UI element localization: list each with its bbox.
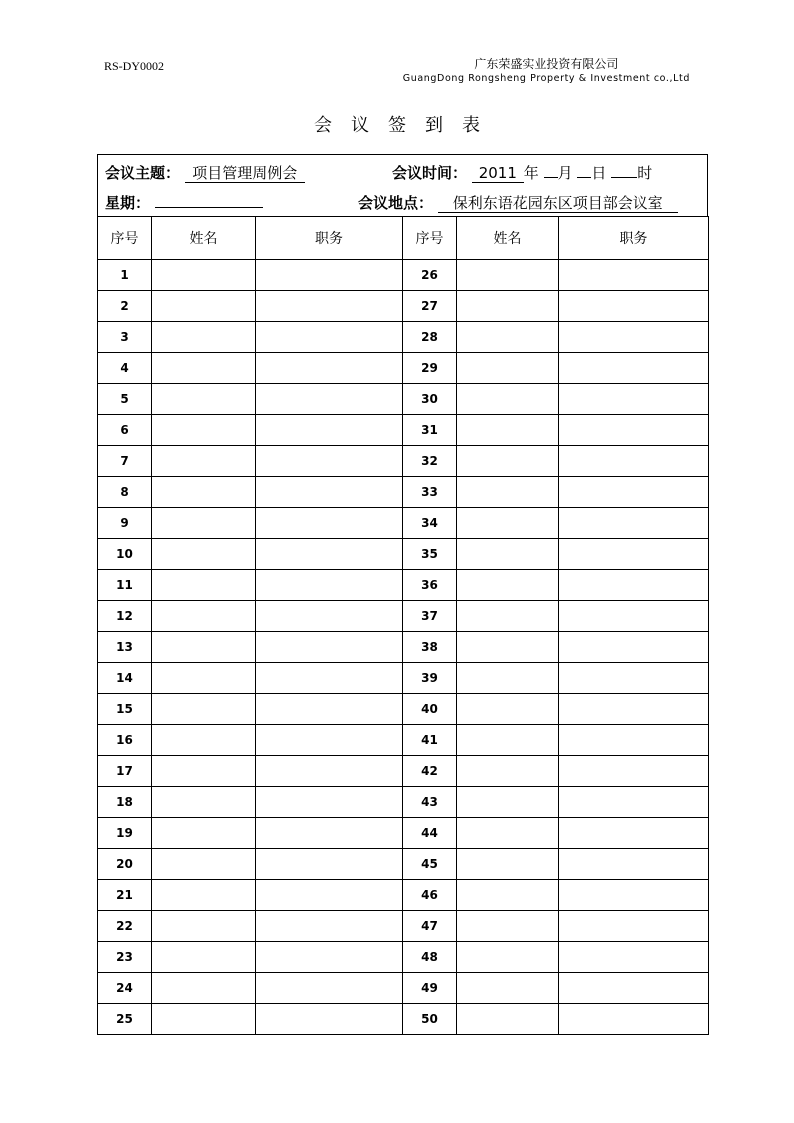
position-cell[interactable]	[256, 322, 403, 353]
position-cell[interactable]	[559, 570, 709, 601]
name-cell[interactable]	[152, 694, 256, 725]
table-row	[98, 942, 709, 973]
col-header-number: 序号	[98, 217, 152, 260]
row-number: 13	[98, 632, 152, 663]
table-row	[98, 477, 709, 508]
position-cell[interactable]	[256, 663, 403, 694]
name-cell[interactable]	[457, 725, 559, 756]
name-cell[interactable]	[457, 539, 559, 570]
position-cell[interactable]	[256, 880, 403, 911]
position-cell[interactable]	[559, 1004, 709, 1035]
row-number: 37	[403, 601, 457, 632]
table-row	[98, 601, 709, 632]
row-number: 24	[98, 973, 152, 1004]
position-cell[interactable]	[559, 725, 709, 756]
position-cell[interactable]	[559, 787, 709, 818]
table-row	[98, 539, 709, 570]
position-cell[interactable]	[559, 663, 709, 694]
name-cell[interactable]	[457, 942, 559, 973]
name-cell[interactable]	[152, 849, 256, 880]
day-field[interactable]	[577, 177, 591, 178]
document-code: RS-DY0002	[104, 59, 165, 73]
row-number: 22	[98, 911, 152, 942]
name-cell[interactable]	[152, 756, 256, 787]
row-number: 38	[403, 632, 457, 663]
position-cell[interactable]	[256, 787, 403, 818]
name-cell[interactable]	[457, 911, 559, 942]
weekday-label: 星期：	[105, 194, 151, 212]
name-cell[interactable]	[457, 818, 559, 849]
row-number: 14	[98, 663, 152, 694]
row-number: 10	[98, 539, 152, 570]
topic-field[interactable]: 项目管理周例会	[185, 165, 305, 183]
table-header-row	[98, 217, 709, 260]
name-cell[interactable]	[457, 477, 559, 508]
row-number: 6	[98, 415, 152, 446]
row-number: 33	[403, 477, 457, 508]
position-cell[interactable]	[559, 818, 709, 849]
name-cell[interactable]	[152, 601, 256, 632]
position-cell[interactable]	[559, 942, 709, 973]
row-number: 36	[403, 570, 457, 601]
name-cell[interactable]	[152, 260, 256, 291]
position-cell[interactable]	[559, 973, 709, 1004]
row-number: 45	[403, 849, 457, 880]
row-number: 15	[98, 694, 152, 725]
location-field[interactable]: 保利东语花园东区项目部会议室	[438, 195, 678, 213]
company-name-en: GuangDong Rongsheng Property & Investment co.,Ltd	[402, 73, 690, 84]
topic-row	[105, 162, 305, 183]
hour-unit: 时	[637, 164, 653, 182]
row-number: 49	[403, 973, 457, 1004]
col-header-position: 职务	[559, 217, 709, 260]
name-cell[interactable]	[457, 756, 559, 787]
name-cell[interactable]	[152, 1004, 256, 1035]
row-number: 47	[403, 911, 457, 942]
row-number: 7	[98, 446, 152, 477]
table-row	[98, 725, 709, 756]
year-field[interactable]: 2011	[472, 165, 524, 183]
table-row	[98, 260, 709, 291]
name-cell[interactable]	[457, 322, 559, 353]
position-cell[interactable]	[559, 477, 709, 508]
row-number: 41	[403, 725, 457, 756]
name-cell[interactable]	[152, 384, 256, 415]
name-cell[interactable]	[152, 353, 256, 384]
row-number: 19	[98, 818, 152, 849]
position-cell[interactable]	[256, 849, 403, 880]
location-row	[358, 192, 678, 213]
row-number: 42	[403, 756, 457, 787]
row-number: 32	[403, 446, 457, 477]
name-cell[interactable]	[457, 694, 559, 725]
position-cell[interactable]	[559, 539, 709, 570]
row-number: 40	[403, 694, 457, 725]
position-cell[interactable]	[559, 415, 709, 446]
row-number: 18	[98, 787, 152, 818]
position-cell[interactable]	[256, 415, 403, 446]
table-row	[98, 322, 709, 353]
row-number: 26	[403, 260, 457, 291]
row-number: 28	[403, 322, 457, 353]
row-number: 3	[98, 322, 152, 353]
position-cell[interactable]	[256, 570, 403, 601]
row-number: 11	[98, 570, 152, 601]
position-cell[interactable]	[559, 384, 709, 415]
name-cell[interactable]	[152, 787, 256, 818]
company-name-cn: 广东荣盛实业投资有限公司	[474, 57, 619, 71]
position-cell[interactable]	[559, 756, 709, 787]
row-number: 2	[98, 291, 152, 322]
position-cell[interactable]	[559, 632, 709, 663]
position-cell[interactable]	[559, 291, 709, 322]
name-cell[interactable]	[457, 260, 559, 291]
position-cell[interactable]	[559, 911, 709, 942]
position-cell[interactable]	[559, 880, 709, 911]
name-cell[interactable]	[457, 415, 559, 446]
row-number: 12	[98, 601, 152, 632]
position-cell[interactable]	[256, 725, 403, 756]
row-number: 16	[98, 725, 152, 756]
meeting-info	[97, 154, 708, 216]
table-row	[98, 446, 709, 477]
month-unit: 月	[557, 164, 573, 182]
name-cell[interactable]	[152, 942, 256, 973]
row-number: 23	[98, 942, 152, 973]
position-cell[interactable]	[256, 477, 403, 508]
position-cell[interactable]	[256, 291, 403, 322]
table-row	[98, 973, 709, 1004]
location-label: 会议地点：	[358, 194, 434, 212]
row-number: 29	[403, 353, 457, 384]
name-cell[interactable]	[457, 570, 559, 601]
position-cell[interactable]	[256, 756, 403, 787]
month-field[interactable]	[544, 177, 558, 178]
name-cell[interactable]	[152, 570, 256, 601]
col-header-position: 职务	[256, 217, 403, 260]
page-title: 会议签到表	[314, 115, 499, 136]
name-cell[interactable]	[457, 632, 559, 663]
row-number: 25	[98, 1004, 152, 1035]
weekday-field[interactable]	[155, 207, 263, 208]
position-cell[interactable]	[256, 508, 403, 539]
position-cell[interactable]	[559, 353, 709, 384]
position-cell[interactable]	[559, 601, 709, 632]
name-cell[interactable]	[457, 353, 559, 384]
row-number: 34	[403, 508, 457, 539]
name-cell[interactable]	[152, 973, 256, 1004]
name-cell[interactable]	[457, 1004, 559, 1035]
name-cell[interactable]	[457, 849, 559, 880]
table-row	[98, 291, 709, 322]
name-cell[interactable]	[457, 446, 559, 477]
hour-field[interactable]	[611, 177, 637, 178]
name-cell[interactable]	[152, 539, 256, 570]
name-cell[interactable]	[152, 291, 256, 322]
row-number: 44	[403, 818, 457, 849]
name-cell[interactable]	[152, 508, 256, 539]
table-row	[98, 1004, 709, 1035]
table-row	[98, 508, 709, 539]
row-number: 31	[403, 415, 457, 446]
table-row	[98, 756, 709, 787]
col-header-name: 姓名	[152, 217, 256, 260]
table-row	[98, 818, 709, 849]
name-cell[interactable]	[457, 880, 559, 911]
position-cell[interactable]	[559, 694, 709, 725]
time-row	[392, 162, 652, 183]
name-cell[interactable]	[152, 880, 256, 911]
row-number: 8	[98, 477, 152, 508]
row-number: 21	[98, 880, 152, 911]
position-cell[interactable]	[256, 260, 403, 291]
table-row	[98, 570, 709, 601]
name-cell[interactable]	[152, 477, 256, 508]
row-number: 30	[403, 384, 457, 415]
position-cell[interactable]	[256, 353, 403, 384]
row-number: 43	[403, 787, 457, 818]
table-row	[98, 632, 709, 663]
position-cell[interactable]	[256, 446, 403, 477]
name-cell[interactable]	[457, 384, 559, 415]
col-header-name: 姓名	[457, 217, 559, 260]
year-unit: 年	[523, 164, 539, 182]
row-number: 1	[98, 260, 152, 291]
day-unit: 日	[591, 164, 607, 182]
position-cell[interactable]	[256, 942, 403, 973]
table-row	[98, 353, 709, 384]
position-cell[interactable]	[256, 911, 403, 942]
name-cell[interactable]	[152, 911, 256, 942]
position-cell[interactable]	[559, 260, 709, 291]
table-row	[98, 415, 709, 446]
table-row	[98, 787, 709, 818]
row-number: 4	[98, 353, 152, 384]
row-number: 9	[98, 508, 152, 539]
name-cell[interactable]	[457, 291, 559, 322]
table-row	[98, 694, 709, 725]
table-row	[98, 663, 709, 694]
name-cell[interactable]	[152, 663, 256, 694]
topic-label: 会议主题：	[105, 164, 181, 182]
name-cell[interactable]	[152, 446, 256, 477]
position-cell[interactable]	[559, 849, 709, 880]
table-row	[98, 849, 709, 880]
company-block	[403, 57, 690, 85]
name-cell[interactable]	[457, 601, 559, 632]
position-cell[interactable]	[256, 694, 403, 725]
position-cell[interactable]	[256, 384, 403, 415]
table-row	[98, 384, 709, 415]
name-cell[interactable]	[152, 818, 256, 849]
name-cell[interactable]	[152, 322, 256, 353]
sign-in-table	[97, 216, 709, 1035]
row-number: 17	[98, 756, 152, 787]
name-cell[interactable]	[152, 415, 256, 446]
name-cell[interactable]	[457, 787, 559, 818]
name-cell[interactable]	[152, 632, 256, 663]
row-number: 35	[403, 539, 457, 570]
position-cell[interactable]	[256, 818, 403, 849]
table-row	[98, 880, 709, 911]
position-cell[interactable]	[256, 539, 403, 570]
row-number: 20	[98, 849, 152, 880]
name-cell[interactable]	[457, 663, 559, 694]
name-cell[interactable]	[457, 508, 559, 539]
name-cell[interactable]	[152, 725, 256, 756]
position-cell[interactable]	[256, 601, 403, 632]
row-number: 5	[98, 384, 152, 415]
row-number: 50	[403, 1004, 457, 1035]
position-cell[interactable]	[559, 322, 709, 353]
row-number: 39	[403, 663, 457, 694]
position-cell[interactable]	[256, 1004, 403, 1035]
position-cell[interactable]	[256, 973, 403, 1004]
row-number: 48	[403, 942, 457, 973]
time-label: 会议时间：	[392, 164, 468, 182]
table-row	[98, 911, 709, 942]
name-cell[interactable]	[457, 973, 559, 1004]
position-cell[interactable]	[256, 632, 403, 663]
row-number: 27	[403, 291, 457, 322]
position-cell[interactable]	[559, 446, 709, 477]
row-number: 46	[403, 880, 457, 911]
position-cell[interactable]	[559, 508, 709, 539]
weekday-row	[105, 192, 263, 213]
col-header-number: 序号	[403, 217, 457, 260]
